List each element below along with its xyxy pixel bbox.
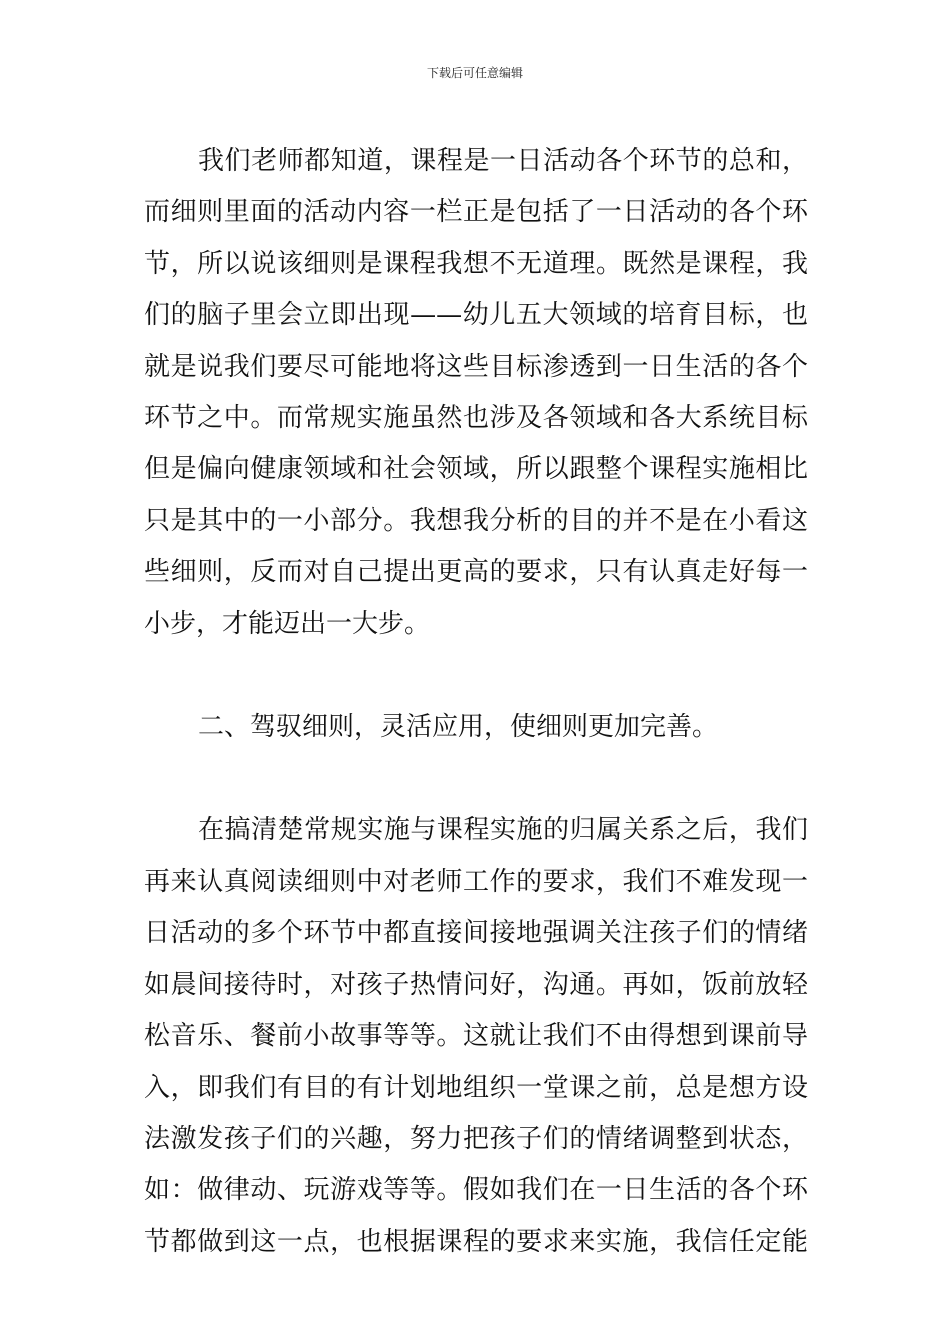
text-line: 我们老师都知道，课程是一日活动各个环节的总和， xyxy=(198,146,808,176)
text-line: 节都做到这一点，也根据课程的要求来实施，我信任定能 xyxy=(144,1226,808,1257)
document-body xyxy=(144,136,808,1268)
text-line: 但是偏向健康领域和社会领域，所以跟整个课程实施相比 xyxy=(144,454,808,485)
section-heading xyxy=(144,702,808,753)
text-line: 如：做律动、玩游戏等等。假如我们在一日生活的各个环 xyxy=(144,1175,808,1206)
text-line: 就是说我们要尽可能地将这些目标渗透到一日生活的各个 xyxy=(144,351,808,382)
paragraph-guidelines xyxy=(144,805,808,1268)
page-header: 下载后可任意编辑 xyxy=(426,66,523,80)
text-line: 法激发孩子们的兴趣，努力把孩子们的情绪调整到状态， xyxy=(144,1123,808,1154)
paragraph-course-relation xyxy=(144,136,808,650)
text-line: 日活动的多个环节中都直接间接地强调关注孩子们的情绪 xyxy=(144,918,808,949)
text-line: 们的脑子里会立即出现——幼儿五大领域的培育目标，也 xyxy=(144,300,808,331)
text-line: 而细则里面的活动内容一栏正是包括了一日活动的各个环 xyxy=(144,197,808,228)
text-line: 松音乐、餐前小故事等等。这就让我们不由得想到课前导 xyxy=(144,1021,808,1052)
text-line: 在搞清楚常规实施与课程实施的归属关系之后，我们 xyxy=(198,815,808,846)
text-line: 入，即我们有目的有计划地组织一堂课之前，总是想方设 xyxy=(144,1072,808,1103)
paragraph-spacer xyxy=(144,753,808,805)
text-line: 节，所以说该细则是课程我想不无道理。既然是课程，我 xyxy=(144,248,808,279)
paragraph-spacer xyxy=(144,650,808,702)
text-line: 环节之中。而常规实施虽然也涉及各领域和各大系统目标 xyxy=(144,403,808,434)
text-line: 些细则，反而对自己提出更高的要求，只有认真走好每一 xyxy=(144,557,808,588)
text-line: 再来认真阅读细则中对老师工作的要求，我们不难发现一 xyxy=(144,866,808,897)
text-line: 小步，才能迈出一大步。 xyxy=(144,608,431,639)
text-line: 只是其中的一小部分。我想我分析的目的并不是在小看这 xyxy=(144,505,808,536)
section-heading-text: 二、驾驭细则，灵活应用，使细则更加完善。 xyxy=(198,712,719,743)
text-line: 如晨间接待时，对孩子热情问好，沟通。再如，饭前放轻 xyxy=(144,969,808,1000)
